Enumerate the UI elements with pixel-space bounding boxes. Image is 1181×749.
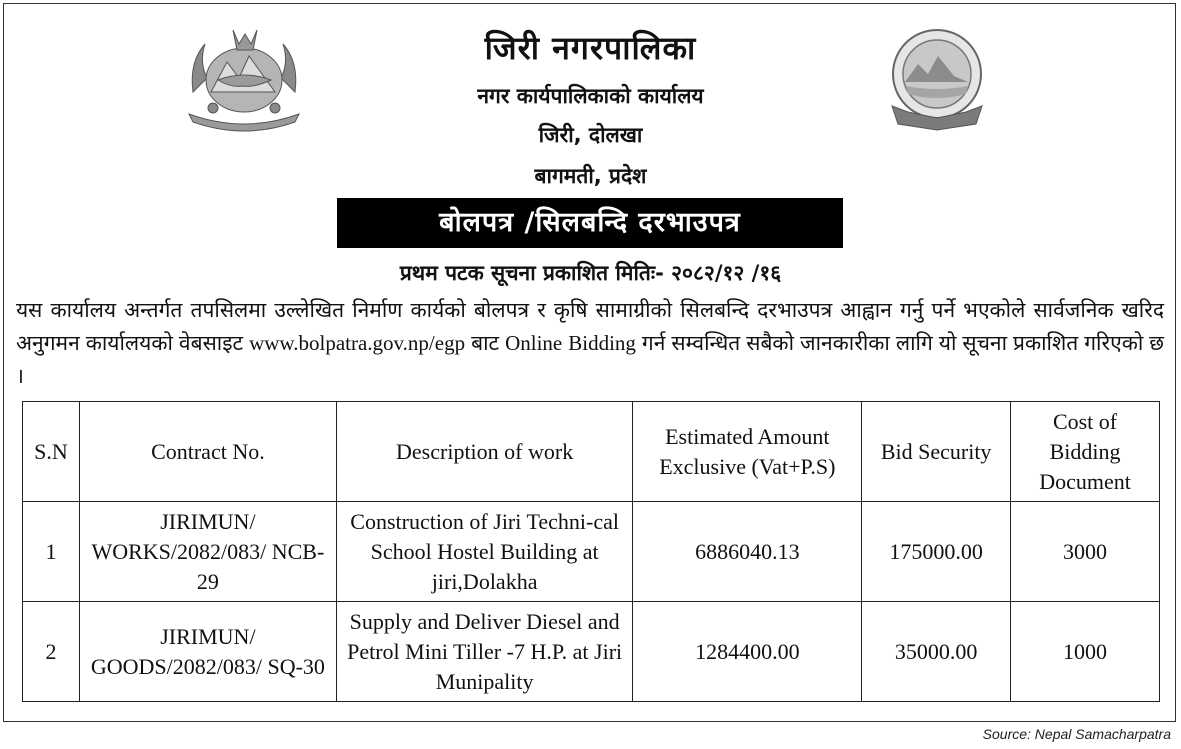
column-header: Description of work bbox=[336, 402, 633, 502]
column-header: S.N bbox=[23, 402, 80, 502]
column-header: Estimated Amount Exclusive (Vat+P.S) bbox=[633, 402, 862, 502]
publication-date: प्रथम पटक सूचना प्रकाशित मितिः- २०८२/१२ /१६ bbox=[399, 261, 782, 285]
table-row bbox=[23, 602, 1160, 702]
notice-title: बोलपत्र /सिलबन्दि दरभाउपत्र bbox=[337, 198, 843, 248]
table-row bbox=[23, 502, 1160, 602]
cell-sn: 2 bbox=[23, 602, 80, 702]
cell-description: Supply and Deliver Diesel and Petrol Mini Tiller -7 H.P. at Jiri Munipality bbox=[336, 602, 633, 702]
office-location: जिरी, दोलखा bbox=[538, 123, 643, 147]
cell-bid-security: 35000.00 bbox=[862, 602, 1011, 702]
source-credit: Source: Nepal Samacharpatra bbox=[982, 726, 1171, 742]
cell-bid-security: 175000.00 bbox=[862, 502, 1011, 602]
cell-contract-no: JIRIMUN/ WORKS/2082/083/ NCB-29 bbox=[79, 502, 336, 602]
cell-description: Construction of Jiri Techni-cal School Hostel Building at jiri,Dolakha bbox=[336, 502, 633, 602]
bid-table bbox=[22, 401, 1160, 702]
cell-cost-of-document: 3000 bbox=[1011, 502, 1160, 602]
column-header: Contract No. bbox=[79, 402, 336, 502]
cell-estimated-amount: 1284400.00 bbox=[633, 602, 862, 702]
column-header: Bid Security bbox=[862, 402, 1011, 502]
cell-cost-of-document: 1000 bbox=[1011, 602, 1160, 702]
notice-paragraph: यस कार्यालय अन्तर्गत तपसिलमा उल्लेखित निर्माण कार्यको बोलपत्र र कृषि सामाग्रीको सिलबन्दि दरभाउपत्र आह्वान गर्नु पर्ने भएकोले सार्वजनिक खरिद अनुगमन कार्यालयको वेबसाइट www.bolpatra.gov.np/egp बाट Online Bidding गर्न सम्वन्धित सबैको जानकारीका लागि यो सूचना प्रकाशित गरिएको छ । bbox=[16, 298, 1164, 388]
table-header-row bbox=[23, 402, 1160, 502]
column-header: Cost of Bidding Document bbox=[1011, 402, 1160, 502]
cell-contract-no: JIRIMUN/ GOODS/2082/083/ SQ-30 bbox=[79, 602, 336, 702]
org-name: जिरी नगरपालिका bbox=[484, 29, 697, 67]
province-name: बागमती, प्रदेश bbox=[534, 164, 647, 188]
cell-sn: 1 bbox=[23, 502, 80, 602]
cell-estimated-amount: 6886040.13 bbox=[633, 502, 862, 602]
office-name: नगर कार्यपालिकाको कार्यालय bbox=[477, 84, 704, 108]
